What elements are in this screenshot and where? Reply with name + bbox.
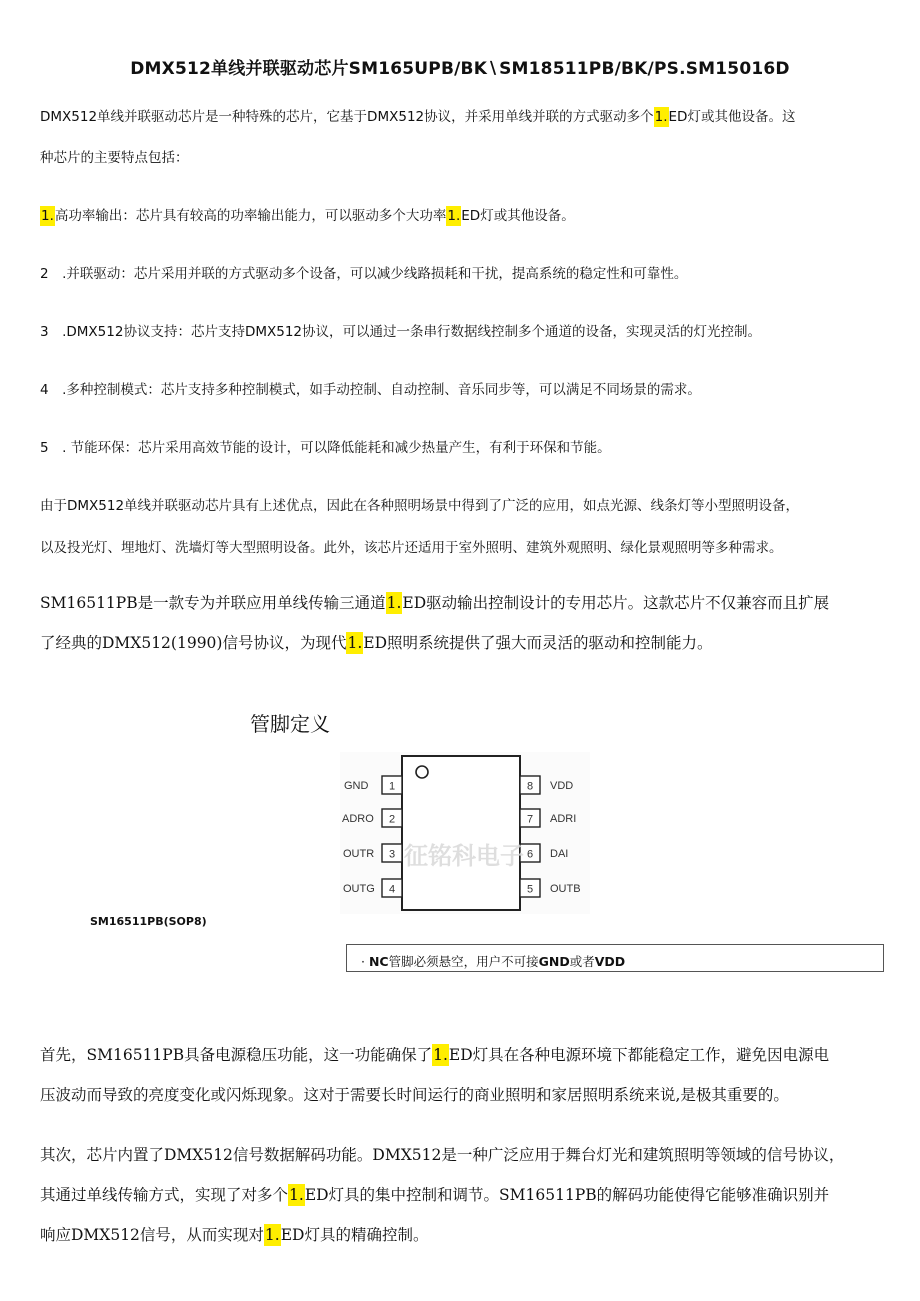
para-first-line-2: 压波动而导致的亮度变化或闪烁现象。这对于需要长时间运行的商业照明和家居照明系统来说,是极其重要的。	[40, 1086, 789, 1104]
feature-item: 1.高功率输出：芯片具有较高的功率输出能力，可以驱动多个大功率1.ED灯或其他设备。	[41, 208, 575, 224]
pin-label: VDD	[550, 780, 574, 792]
pin-number: 5	[526, 883, 534, 896]
para-first-line-1: 首先，SM16511PB具备电源稳压功能，这一功能确保了1.ED灯具在各种电源环境下都能稳定工作，避免因电源电	[40, 1046, 830, 1064]
pin-definition-heading: 管脚定义	[250, 712, 330, 736]
sm-para-line-2: 了经典的DMX512(1990)信号协议，为现代1.ED照明系统提供了强大而灵活的驱动和控制能力。	[40, 634, 713, 652]
pin-number: 3	[388, 848, 396, 861]
intro-line-1: DMX512单线并联驱动芯片是一种特殊的芯片，它基于DMX512协议，并采用单线并联的方式驱动多个1.ED灯或其他设备。这	[40, 109, 796, 125]
para-second-line-1: 其次，芯片内置了DMX512信号数据解码功能。DMX512是一种广泛应用于舞台灯光和建筑照明等领域的信号协议，	[40, 1146, 845, 1164]
pin-number: 2	[388, 813, 396, 826]
feature-item: 4 .多种控制模式：芯片支持多种控制模式，如手动控制、自动控制、音乐同步等，可以满足不同场景的需求。	[40, 382, 701, 398]
para-second-line-2: 其通过单线传输方式，实现了对多个1.ED灯具的集中控制和调节。SM16511PB的解码功能使得它能够准确识别并	[40, 1186, 830, 1204]
feature-item: 3 .DMX512协议支持：芯片支持DMX512协议，可以通过一条串行数据线控制多个通道的设备，实现灵活的灯光控制。	[40, 324, 761, 340]
feature-item: 5 . 节能环保：芯片采用高效节能的设计，可以降低能耗和减少热量产生，有利于环保和节能。	[40, 440, 611, 456]
document-title: DMX512单线并联驱动芯片SM165UPB∕BK∖SM18511PB∕BK∕PS.SM15016D	[130, 59, 790, 79]
note-box: · NC管脚必须悬空，用户不可接GND或者VDD	[346, 944, 884, 972]
para-second-line-3: 响应DMX512信号，从而实现对1.ED灯具的精确控制。	[40, 1226, 429, 1244]
pin-number: 7	[526, 813, 534, 826]
pin-label: ADRI	[550, 813, 577, 825]
pin-number: 1	[388, 780, 396, 793]
pin-label: OUTG	[343, 883, 375, 895]
pin-label: OUTR	[343, 848, 375, 860]
pin-label: ADRO	[342, 813, 374, 825]
pin-number: 4	[388, 883, 396, 896]
summary-line-1: 由于DMX512单线并联驱动芯片具有上述优点，因此在各种照明场景中得到了广泛的应用，如点光源、线条灯等小型照明设备，	[40, 498, 800, 514]
sm-para-line-1: SM16511PB是一款专为并联应用单线传输三通道1.ED驱动输出控制设计的专用芯片。这款芯片不仅兼容而且扩展	[40, 594, 830, 612]
summary-line-2: 以及投光灯、埋地灯、洗墙灯等大型照明设备。此外，该芯片还适用于室外照明、建筑外观照明、绿化景观照明等多种需求。	[40, 540, 783, 556]
pin-label: DAI	[550, 848, 569, 860]
intro-line-2: 种芯片的主要特点包括：	[40, 150, 189, 166]
chip-caption: SM16511PB(SOP8)	[90, 915, 207, 928]
pin-number: 8	[526, 780, 534, 793]
pin-label: OUTB	[550, 883, 581, 895]
feature-item: 2 .并联驱动：芯片采用并联的方式驱动多个设备，可以减少线路损耗和干扰，提高系统的稳定性和可靠性。	[40, 266, 688, 282]
pin-label: GND	[344, 780, 369, 792]
chip-pinout-diagram	[340, 752, 590, 914]
watermark: 征铭科电子	[404, 842, 524, 870]
pin-number: 6	[526, 848, 534, 861]
chip-body	[402, 756, 520, 910]
